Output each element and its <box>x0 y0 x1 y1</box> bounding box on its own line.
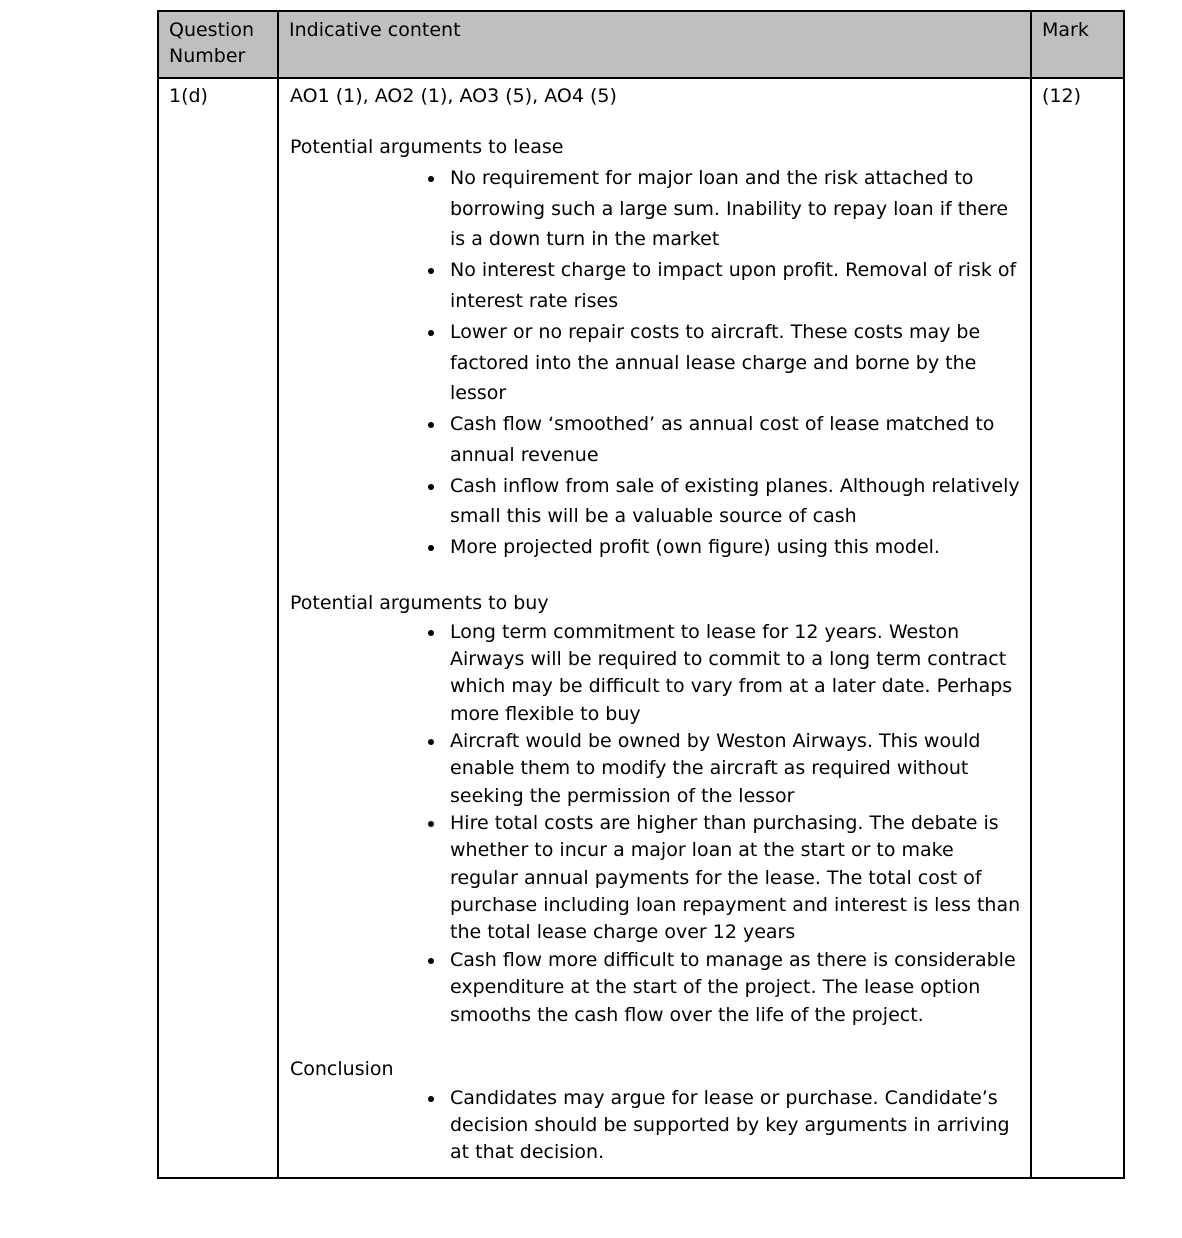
bullet-item: • No requirement for major loan and the risk attached to borrowing such a large sum. Inability to repay loan if there is a down turn in the market <box>446 163 1022 255</box>
header-mark: Mark <box>1031 11 1124 78</box>
mark-cell: (12) <box>1031 78 1124 1177</box>
header-indicative-content: Indicative content <box>278 11 1031 78</box>
indicative-content-cell <box>278 78 1031 1177</box>
bullet-list-buy <box>290 619 1022 1029</box>
bullet-item: • Aircraft would be owned by Weston Airways. This would enable them to modify the aircraft as required without seeking the permission of the lessor <box>446 728 1022 810</box>
section-conclusion <box>290 1057 1022 1167</box>
bullet-item: • Cash flow more difficult to manage as there is considerable expenditure at the start of the project. The lease option smooths the cash flow over the life of the project. <box>446 947 1022 1029</box>
section-heading: Conclusion <box>290 1057 394 1080</box>
section-heading: Potential arguments to buy <box>290 591 549 614</box>
section-heading: Potential arguments to lease <box>290 136 564 159</box>
bullet-list-conclusion <box>290 1085 1022 1167</box>
bullet-item: • Lower or no repair costs to aircraft. These costs may be factored into the annual lease charge and borne by the lessor <box>446 317 1022 409</box>
question-number-cell: 1(d) <box>158 78 278 1177</box>
section-buy <box>290 591 1022 1029</box>
ao-breakdown: AO1 (1), AO2 (1), AO3 (5), AO4 (5) <box>290 85 617 108</box>
header-row <box>158 11 1124 78</box>
bullet-item: • Long term commitment to lease for 12 years. Weston Airways will be required to commit to a long term contract which may be difficult to vary from at a later date. Perhaps more flexible to buy <box>446 619 1022 728</box>
bullet-item: • More projected profit (own figure) using this model. <box>446 532 1022 563</box>
header-question-number: Question Number <box>158 11 278 78</box>
section-lease <box>290 135 1022 563</box>
bullet-item: • Hire total costs are higher than purchasing. The debate is whether to incur a major loan at the start or to make regular annual payments for the lease. The total cost of purchase including loan repayment and interest is less than the total lease charge over 12 years <box>446 810 1022 947</box>
bullet-list-lease <box>290 163 1022 563</box>
bullet-item: • Cash inflow from sale of existing planes. Although relatively small this will be a valuable source of cash <box>446 471 1022 533</box>
bullet-item: • Candidates may argue for lease or purchase. Candidate’s decision should be supported by key arguments in arriving at that decision. <box>446 1085 1022 1167</box>
table-row <box>158 78 1124 1177</box>
bullet-item: • No interest charge to impact upon profit. Removal of risk of interest rate rises <box>446 255 1022 317</box>
bullet-item: • Cash flow ‘smoothed’ as annual cost of lease matched to annual revenue <box>446 409 1022 471</box>
mark-scheme-table <box>157 10 1125 1179</box>
